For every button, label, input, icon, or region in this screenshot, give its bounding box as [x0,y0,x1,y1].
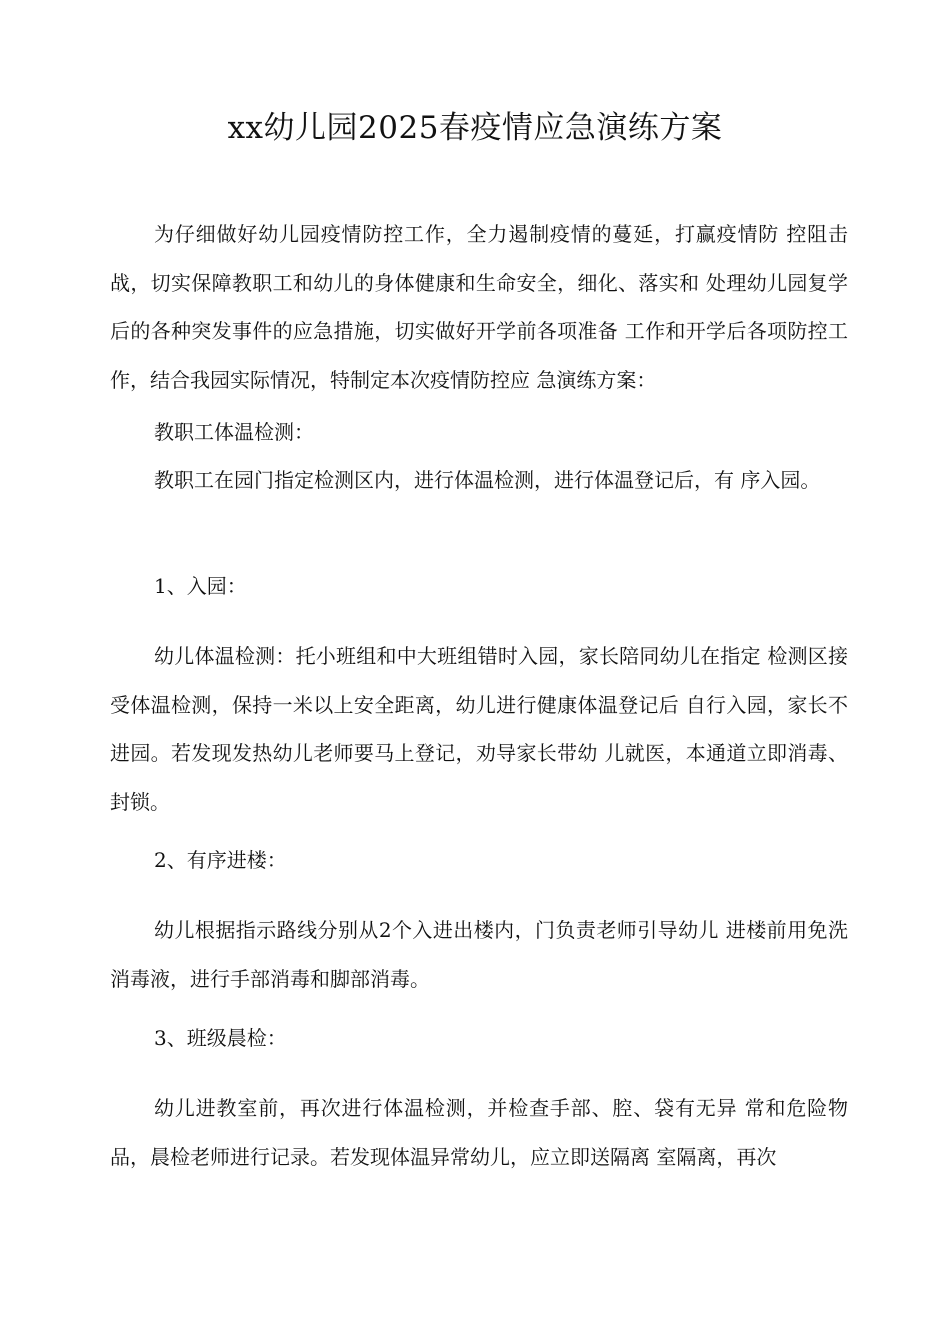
intro-paragraph: 为仔细做好幼儿园疫情防控工作，全力遏制疫情的蔓延，打赢疫情防 控阻击战，切实保障教职工和幼儿的身体健康和生命安全，细化、落实和 处理幼儿园复学后的各种突发事件的应急措施，切实做好开学前各项准备 工作和开学后各项防控工作，结合我园实际情况，特制定本次疫情防控应 急演练方案： [110,222,848,392]
section-2-heading: 2、有序进楼： [154,848,287,872]
staff-temperature-heading: 教职工体温检测： [154,420,314,444]
section-3-heading: 3、班级晨检： [154,1026,287,1050]
section-2-paragraph: 幼儿根据指示路线分别从2个入进出楼内，门负责老师引导幼儿 进楼前用免洗消毒液，进行手部消毒和脚部消毒。 [110,918,848,991]
section-1-paragraph: 幼儿体温检测：托小班组和中大班组错时入园，家长陪同幼儿在指定 检测区接受体温检测，保持一米以上安全距离，幼儿进行健康体温登记后 自行入园，家长不进园。若发现发热幼儿老师要马上登记，劝导家长带幼 儿就医，本通道立即消毒、封锁。 [110,644,848,814]
section-3-paragraph: 幼儿进教室前，再次进行体温检测，并检查手部、腔、袋有无异 常和危险物品，晨检老师进行记录。若发现体温异常幼儿，应立即送隔离 室隔离，再次 [110,1096,848,1169]
document-title: xx幼儿园2025春疫情应急演练方案 [227,110,723,146]
staff-temperature-paragraph: 教职工在园门指定检测区内，进行体温检测，进行体温登记后，有 序入园。 [154,468,821,492]
section-1-heading: 1、入园： [154,574,247,598]
